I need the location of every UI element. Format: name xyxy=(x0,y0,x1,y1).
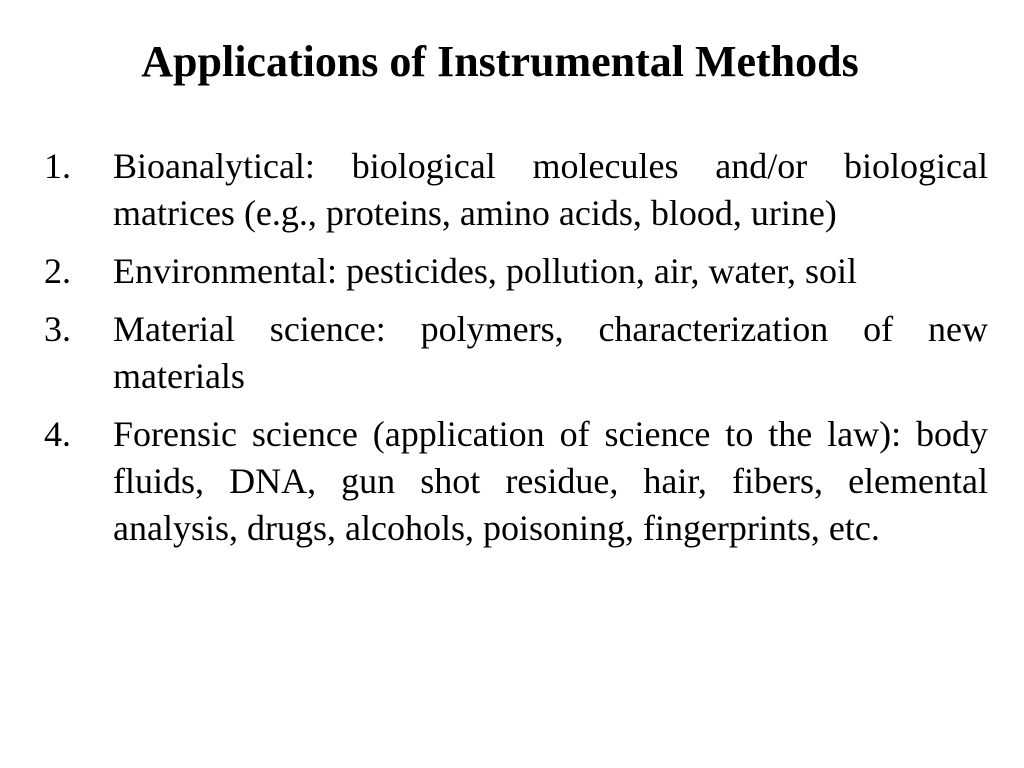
list-item-text: Forensic science (application of science to the law): body fluids, DNA, gun shot residue, hair, fibers, elemental analysis, drugs, alcohols, poisoning, fingerprints, etc. xyxy=(113,414,988,548)
list-item-text: Environmental: pesticides, pollution, air, water, soil xyxy=(113,251,857,291)
list-item-number: 1. xyxy=(44,146,71,186)
list-item xyxy=(44,248,988,295)
list-item-text: Bioanalytical: biological molecules and/or biological matrices (e.g., proteins, amino acids, blood, urine) xyxy=(113,146,988,233)
slide-title: Applications of Instrumental Methods xyxy=(141,37,859,86)
list-item xyxy=(44,143,988,237)
list-item xyxy=(44,306,988,400)
list-item-number: 4. xyxy=(44,414,71,454)
list-item-number: 2. xyxy=(44,251,71,291)
list-item-number: 3. xyxy=(44,309,71,349)
applications-list xyxy=(44,143,988,563)
list-item xyxy=(44,411,988,552)
list-item-text: Material science: polymers, characterization of new materials xyxy=(113,309,988,396)
